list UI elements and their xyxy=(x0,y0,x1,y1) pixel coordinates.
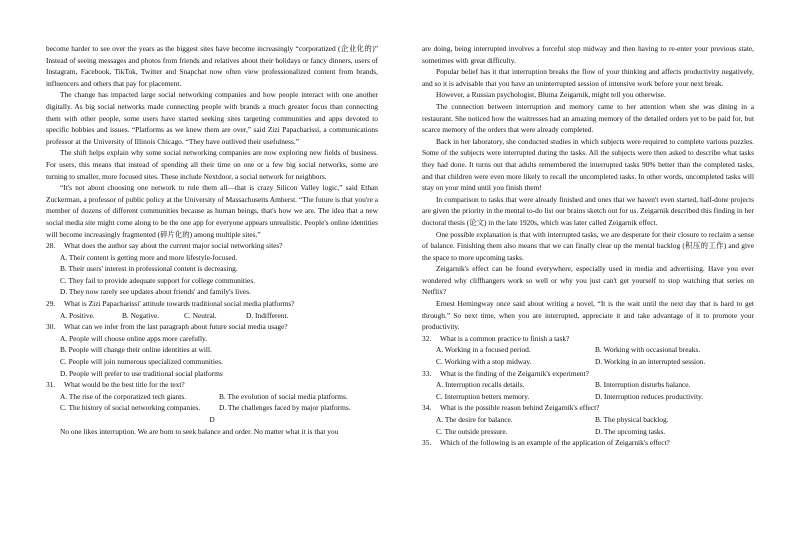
paragraph: The change has impacted large social networking companies and how people interact with one another digitally. As big social networks made connecting people with brands a much greater focus than connecting them with other people, some users have started seeking sites targeting communities and apps devoted to specific hobbies and issues. “Platforms as we knew them are over,” said Zizi Papacharissi, a communications professor at the University of Illinois Chicago. “They have outlived their usefulness.” xyxy=(46,90,378,146)
option: A. Working in a focused period. xyxy=(436,345,531,355)
option: C. They fail to provide adequate support for college communities. xyxy=(60,275,256,285)
option: B. Negative. xyxy=(122,310,160,320)
question-stem: What is Zizi Papacharissi' attitude towards traditional social media platforms? xyxy=(64,299,295,309)
right-column xyxy=(422,43,754,449)
paragraph: However, a Russian psychologist, Bluma Zeigarnik, might tell you otherwise. xyxy=(436,90,666,100)
option: C. Working with a stop midway. xyxy=(436,357,532,367)
paragraph: One possible explanation is that with interrupted tasks, we are desperate for their closure to reclaim a sense of balance. Finishing them also means that we can finally clear up the mental backlog (积压的工作) and give the space to more upcoming tasks. xyxy=(422,229,754,262)
paragraph: Zeigarnik's effect can be found everywhere, especially used in media and advertising. Have you ever wondered why cliffhangers work so well or why you just can't get yourself to stop watching that series on Netflix? xyxy=(422,264,754,297)
paragraph: Ernest Hemingway once said about writing a novel, “It is the wait until the next day that is hard to get through.” So next time, when you are interrupted, appreciate it and take advantage of it to promote your productivity. xyxy=(422,299,754,332)
paragraph: The shift helps explain why some social networking companies are now exploring new fields of business. For users, this means that instead of spending all their time on one or a few big social networks, some are turning to smaller, more focused sites. These include Nextdoor, a social network for neighbors. xyxy=(46,148,378,181)
question-35 xyxy=(422,437,754,449)
question-number: 35. xyxy=(422,438,432,448)
option: D. They now rarely see updates about friends' and family's lives. xyxy=(60,287,251,297)
option: D. The upcoming tasks. xyxy=(595,426,666,436)
question-number: 33. xyxy=(422,368,432,378)
question-number: 32. xyxy=(422,333,432,343)
paragraph: No one likes interruption. We are born to seek balance and order. No matter what it is that you xyxy=(60,426,339,436)
option: B. The physical backlog. xyxy=(595,415,669,424)
question-number: 34. xyxy=(422,403,432,413)
question-number: 30. xyxy=(46,322,56,332)
question-31 xyxy=(46,379,378,414)
option: B. The evolution of social media platforms. xyxy=(219,391,348,401)
option: D. Interruption reduces productivity. xyxy=(595,391,704,401)
question-stem: What does the author say about the current major social networking sites? xyxy=(64,241,283,251)
question-stem: Which of the following is an example of the application of Zeigarnik's effect? xyxy=(440,438,670,448)
question-stem: What would be the best title for the text? xyxy=(64,380,185,390)
question-number: 31. xyxy=(46,380,56,390)
option: A. People will choose online apps more carefully. xyxy=(60,333,208,343)
section-letter: D xyxy=(209,415,215,424)
question-28 xyxy=(46,240,378,298)
question-stem: What is a common practice to finish a task? xyxy=(440,333,570,343)
question-stem: What can we infer from the last paragraph about future social media usage? xyxy=(64,322,288,332)
question-33 xyxy=(422,368,754,403)
paragraph: become harder to see over the years as the biggest sites have become increasingly “corporatized (企业化的)” Instead of seeing messages and photos from friends and relatives about their holidays or fancy dinners, users of Instagram, Facebook, TikTok, Twitter and Snapchat now often view professionalized content from brands, influencers and others that pay for placement. xyxy=(46,44,378,88)
paragraph: In comparison to tasks that were already finished and ones that we haven't even started, half-done projects are given the priority in the mental to-do list our brains sketch out for us. Zeigarnik described this finding in her doctoral thesis (论文) in the late 1920s, which was later called Zeigarnik effect. xyxy=(422,194,754,227)
question-30 xyxy=(46,321,378,379)
option: C. People will join numerous specialized communities. xyxy=(60,357,223,367)
paragraph: The connection between interruption and memory came to her attention when she was dining in a restaurant. She noticed how the waitresses had an amazing memory of the detailed orders yet to be paid for, but scarce memory of the orders that were already completed. xyxy=(422,101,754,135)
option: C. Interruption betters memory. xyxy=(436,391,530,401)
option: C. The outside pressure. xyxy=(436,426,508,436)
question-34 xyxy=(422,402,754,437)
option: B. People will change their online identities at will. xyxy=(60,345,212,355)
option: D. People will prefer to use traditional social platforms xyxy=(60,368,223,378)
option: D. The challenges faced by major platforms. xyxy=(219,403,351,413)
option: C. The history of social networking companies. xyxy=(60,403,201,413)
paragraph: “It's not about choosing one network to rule them all—that is crazy Silicon Valley logic,” said Ethan Zuckerman, a professor of public policy at the University of Massachusetts Amherst. “The future is that you're a member of dozens of different communities because as human beings, that's how we are. The idea that a new social media site might come along to be the one app for everyone appears unrealistic. People's online identities will become increasingly fragmented (碎片化的) among multiple sites.” xyxy=(46,183,378,239)
question-32 xyxy=(422,333,754,368)
option: B. Interruption disturbs balance. xyxy=(595,380,691,390)
option: C. Neutral. xyxy=(184,310,217,320)
question-stem: What is the finding of the Zeigarnik's experiment? xyxy=(440,368,589,378)
option: A. Positive. xyxy=(60,310,95,320)
option: A. Their content is getting more and more lifestyle-focused. xyxy=(60,252,238,262)
option: B. Their users' interest in professional content is decreasing. xyxy=(60,264,238,274)
paragraph: Back in her laboratory, she conducted studies in which subjects were required to complete various puzzles. Some of the subjects were interrupted during the tasks. All the subjects were then asked to describe what tasks they had done. It turns out that adults remembered the interrupted tasks 90% better than the completed tasks, and that children were even more likely to recall the uncompleted tasks. In other words, uncompleted tasks will stay on your mind until you finish them! xyxy=(422,136,754,193)
option: A. Interruption recalls details. xyxy=(436,380,525,390)
option: A. The desire for balance. xyxy=(436,415,513,424)
option: D. Indifferent. xyxy=(246,310,289,320)
paragraph: are doing, being interrupted involves a forceful stop midway and then having to re-enter your previous state, sometimes with great difficulty. xyxy=(422,44,754,65)
question-number: 29. xyxy=(46,299,56,309)
option: A. The rise of the corporatized tech giants. xyxy=(60,391,187,401)
question-stem: What is the possible reason behind Zeigarnik's effect? xyxy=(440,403,600,413)
option: D. Working in an interrupted session. xyxy=(595,357,706,367)
left-column xyxy=(46,43,378,437)
question-29 xyxy=(46,298,378,321)
option: B. Working with occasional breaks. xyxy=(595,345,701,355)
paragraph: Popular belief has it that interruption breaks the flow of your thinking and affects productivity negatively, and so it is advisable that you have an uninterrupted session of intensive work before your next break. xyxy=(422,67,754,88)
question-number: 28. xyxy=(46,241,56,251)
